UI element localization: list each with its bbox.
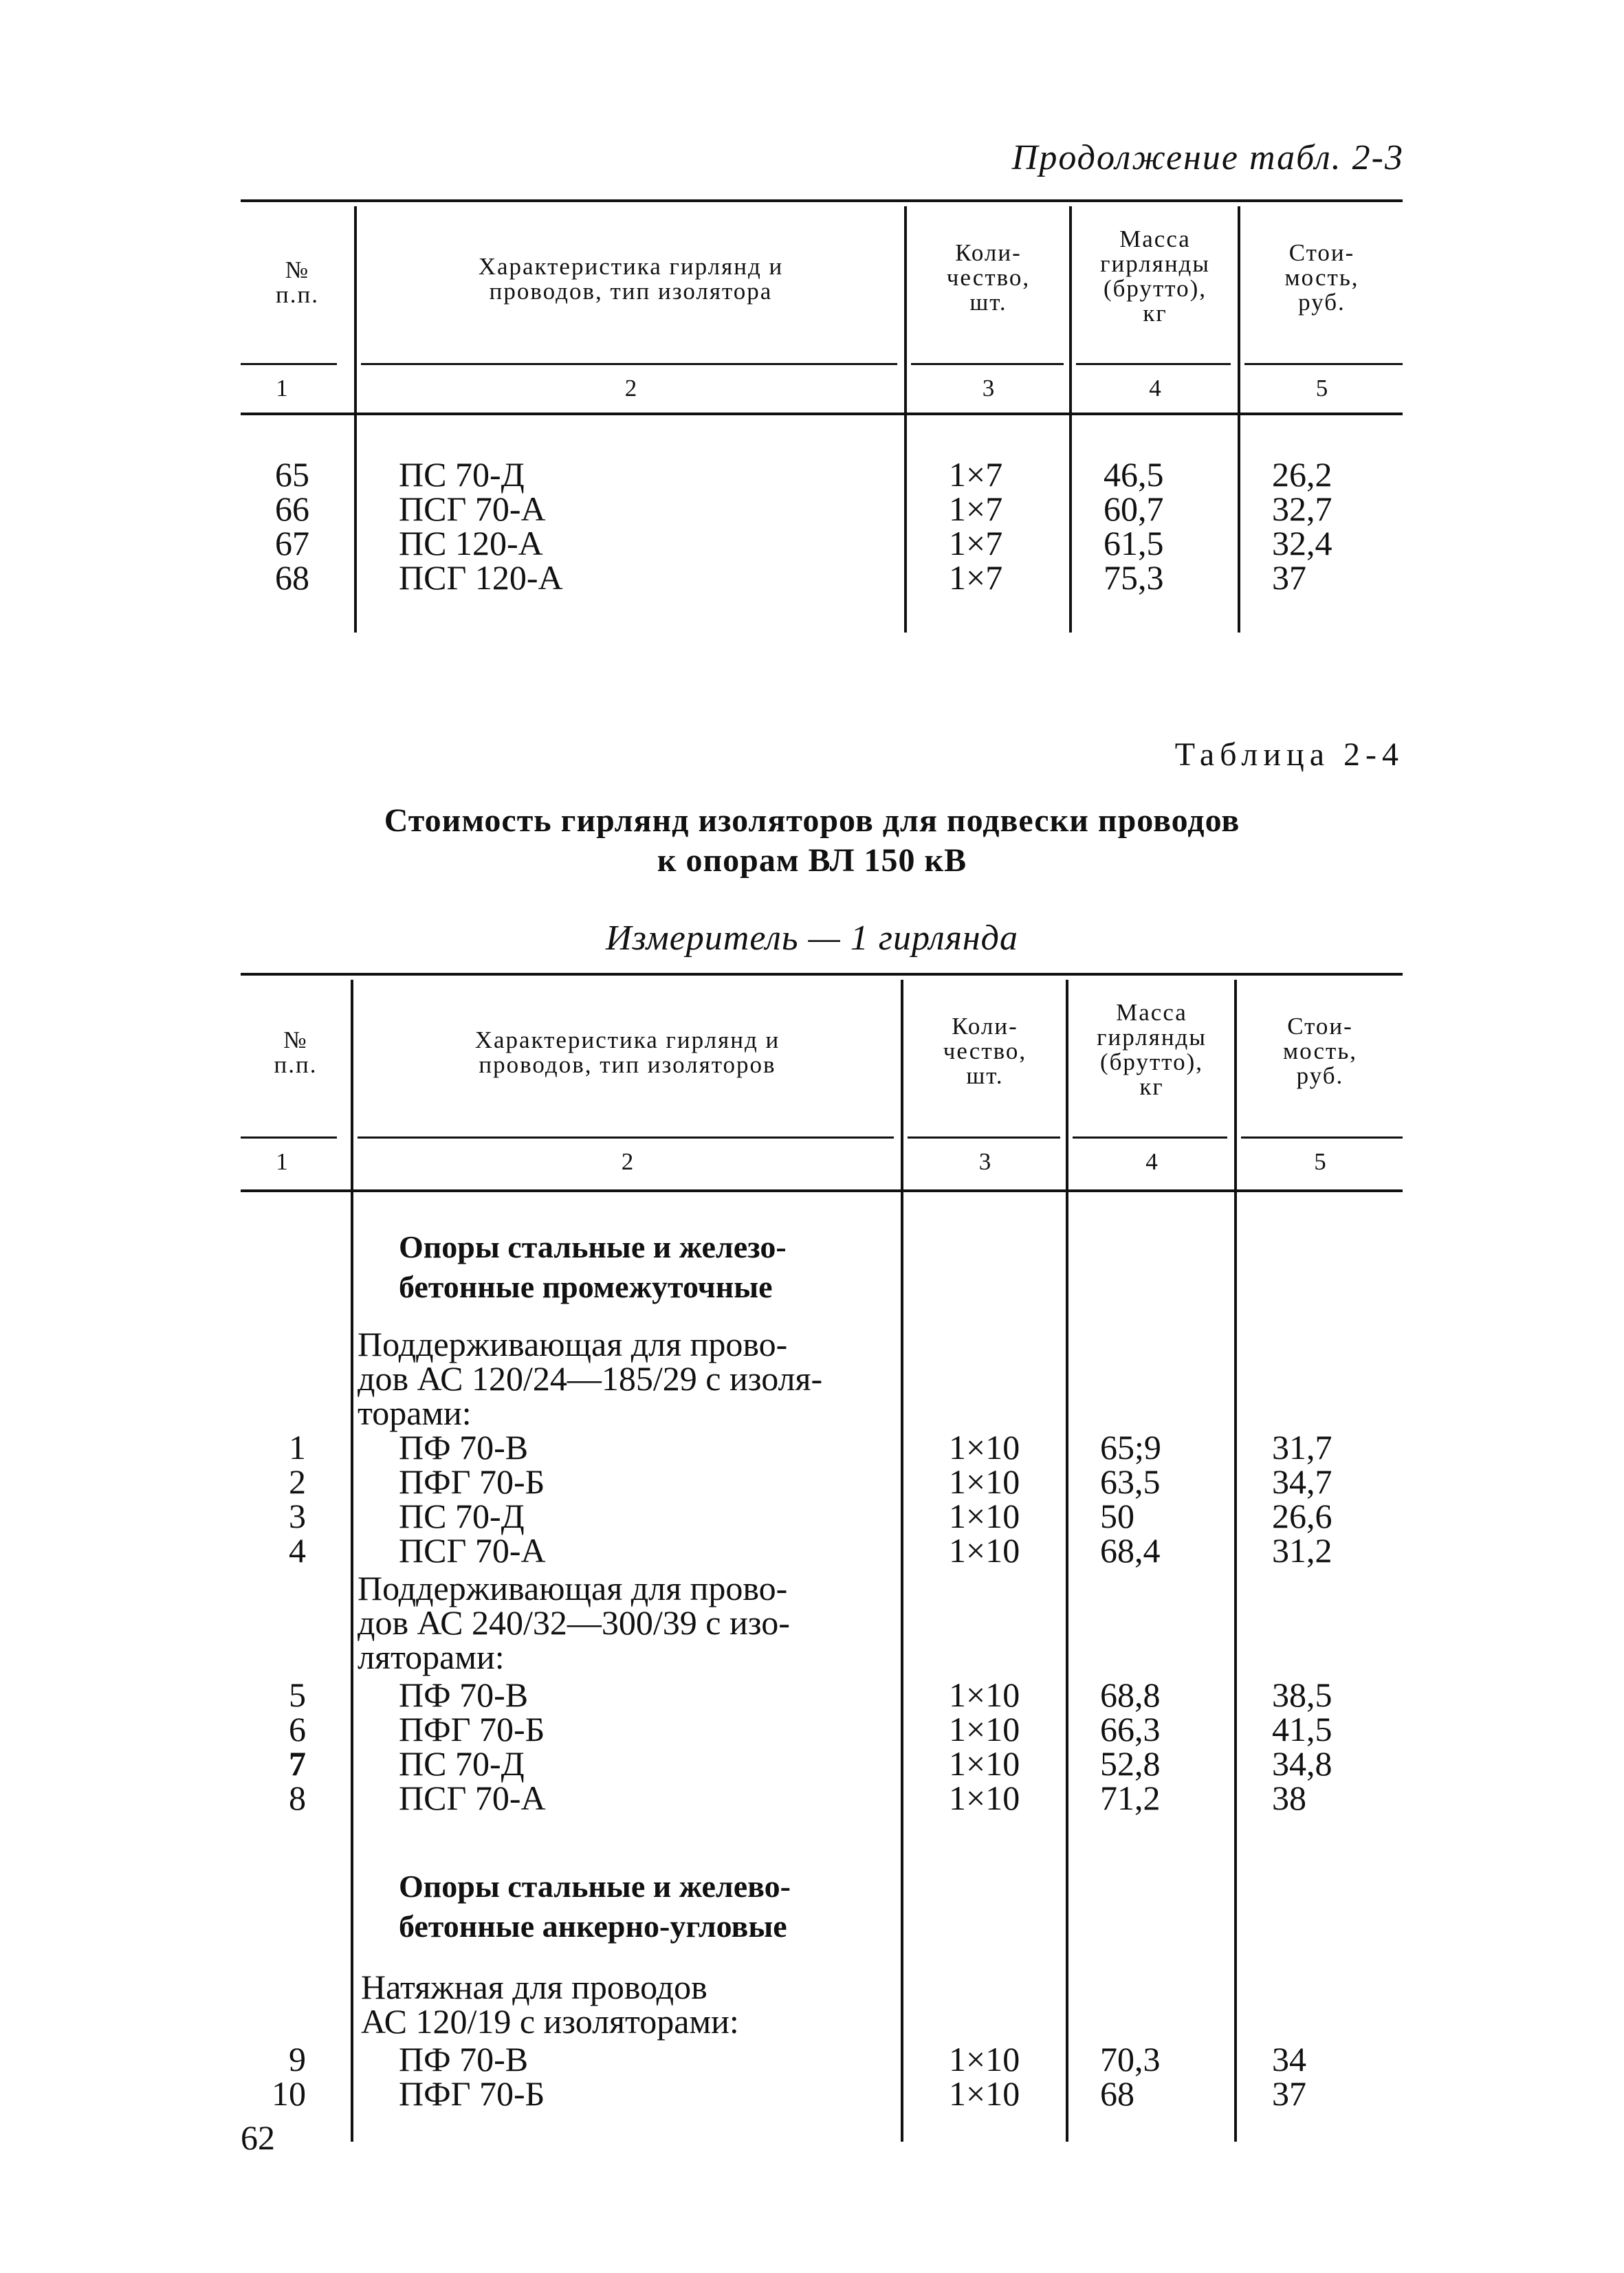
row-name: ПФ 70-В bbox=[399, 1428, 529, 1467]
header-underline bbox=[911, 363, 1064, 365]
numbers-rule bbox=[241, 413, 1403, 415]
col-divider bbox=[904, 206, 907, 633]
row-mass: 68 bbox=[1100, 2074, 1134, 2113]
page-number: 62 bbox=[241, 2118, 275, 2157]
row-cost: 38 bbox=[1272, 1779, 1306, 1817]
group-text: Поддерживающая для прово- bbox=[358, 1325, 788, 1363]
row-mass: 52,8 bbox=[1100, 1744, 1161, 1783]
header-quantity: Коли- чество, шт. bbox=[946, 239, 1031, 316]
column-number: 1 bbox=[276, 375, 288, 402]
row-quantity: 1×10 bbox=[949, 1710, 1020, 1748]
col-divider bbox=[1066, 980, 1068, 2142]
row-name: ПС 120-А bbox=[399, 524, 543, 562]
row-number: 65 bbox=[275, 455, 309, 494]
row-mass: 68,4 bbox=[1100, 1531, 1161, 1570]
row-name: ПСГ 70-А bbox=[399, 1531, 546, 1570]
group-text: ляторами: bbox=[358, 1638, 505, 1676]
col-divider bbox=[1069, 206, 1072, 633]
row-number: 3 bbox=[289, 1497, 306, 1535]
group-line bbox=[361, 1970, 890, 2004]
row-name: ПСГ 70-А bbox=[399, 490, 546, 528]
row-name: ПФ 70-В bbox=[399, 2040, 529, 2078]
header-underline bbox=[241, 1136, 337, 1139]
row-number: 1 bbox=[289, 1428, 306, 1467]
group-text: дов АС 120/24—185/29 с изоля- bbox=[358, 1359, 823, 1398]
row-number: 4 bbox=[289, 1531, 306, 1570]
row-name: ПСГ 70-А bbox=[399, 1779, 546, 1817]
header-cost: Стои- мость, руб. bbox=[1282, 1013, 1358, 1089]
row-cost: 31,7 bbox=[1272, 1428, 1332, 1467]
row-number: 10 bbox=[272, 2074, 306, 2113]
row-number: 8 bbox=[289, 1779, 306, 1817]
row-cost: 37 bbox=[1272, 558, 1306, 597]
table-measure-unit: Измеритель — 1 гирлянда bbox=[606, 919, 1018, 958]
row-quantity: 1×10 bbox=[949, 1497, 1020, 1535]
header-cost: Стои- мость, руб. bbox=[1284, 239, 1359, 316]
col-divider bbox=[1234, 980, 1237, 2142]
row-cost: 37 bbox=[1272, 2074, 1306, 2113]
row-cost: 34,8 bbox=[1272, 1744, 1332, 1783]
row-name: ПСГ 120-А bbox=[399, 558, 563, 597]
column-number: 1 bbox=[276, 1148, 288, 1175]
header-underline bbox=[1073, 1136, 1227, 1139]
header-underline bbox=[1241, 1136, 1403, 1139]
group-description bbox=[361, 1970, 890, 2039]
row-cost: 31,2 bbox=[1272, 1531, 1332, 1570]
col-divider bbox=[1238, 206, 1240, 633]
header-characteristic: Характеристика гирлянд и проводов, тип изолятора bbox=[478, 253, 784, 305]
row-quantity: 1×7 bbox=[949, 455, 1003, 494]
header-underline bbox=[1076, 363, 1231, 365]
row-number: 66 bbox=[275, 490, 309, 528]
row-quantity: 1×10 bbox=[949, 1531, 1020, 1570]
column-number: 5 bbox=[1315, 375, 1328, 402]
group-line bbox=[358, 1327, 887, 1361]
header-underline bbox=[358, 1136, 894, 1139]
row-mass: 65;9 bbox=[1100, 1428, 1161, 1467]
row-name: ПФГ 70-Б bbox=[399, 1462, 545, 1501]
row-mass: 50 bbox=[1100, 1497, 1134, 1535]
column-number: 2 bbox=[621, 1148, 634, 1175]
col-divider bbox=[901, 980, 903, 2142]
column-number: 2 bbox=[624, 375, 637, 402]
row-name: ПФ 70-В bbox=[399, 1676, 529, 1714]
table-title: Стоимость гирлянд изоляторов для подвески проводов к опорам ВЛ 150 кВ bbox=[384, 802, 1240, 879]
column-number: 3 bbox=[978, 1148, 991, 1175]
row-quantity: 1×10 bbox=[949, 1462, 1020, 1501]
column-number: 4 bbox=[1149, 375, 1161, 402]
top-rule bbox=[241, 199, 1403, 202]
row-number: 2 bbox=[289, 1462, 306, 1501]
row-name: ПС 70-Д bbox=[399, 1497, 525, 1535]
group-line bbox=[358, 1571, 887, 1605]
row-quantity: 1×7 bbox=[949, 558, 1003, 597]
row-quantity: 1×7 bbox=[949, 490, 1003, 528]
row-cost: 34 bbox=[1272, 2040, 1306, 2078]
group-line bbox=[358, 1396, 887, 1430]
row-number: 68 bbox=[275, 558, 309, 597]
column-number: 5 bbox=[1314, 1148, 1326, 1175]
numbers-rule bbox=[241, 1189, 1403, 1192]
table-label: Таблица 2-4 bbox=[1174, 736, 1404, 773]
row-number: 9 bbox=[289, 2040, 306, 2078]
header-mass: Масса гирлянды (брутто), кг bbox=[1100, 226, 1210, 327]
row-mass: 70,3 bbox=[1100, 2040, 1161, 2078]
row-quantity: 1×7 bbox=[949, 524, 1003, 562]
col-divider bbox=[354, 206, 357, 633]
header-underline bbox=[361, 363, 897, 365]
row-quantity: 1×10 bbox=[949, 1676, 1020, 1714]
table-2-4 bbox=[241, 973, 1403, 2155]
row-mass: 61,5 bbox=[1104, 524, 1164, 562]
row-mass: 46,5 bbox=[1104, 455, 1164, 494]
group-text: АС 120/19 с изоляторами: bbox=[361, 2002, 739, 2041]
row-cost: 38,5 bbox=[1272, 1676, 1332, 1714]
header-mass: Масса гирлянды (брутто), кг bbox=[1097, 999, 1207, 1100]
row-name: ПС 70-Д bbox=[399, 1744, 525, 1783]
continuation-title: Продолжение табл. 2-3 bbox=[1011, 138, 1404, 177]
row-quantity: 1×10 bbox=[949, 1779, 1020, 1817]
group-line bbox=[358, 1640, 887, 1674]
row-cost: 34,7 bbox=[1272, 1462, 1332, 1501]
header-quantity: Коли- чество, шт. bbox=[943, 1013, 1027, 1089]
row-cost: 32,4 bbox=[1272, 524, 1332, 562]
row-name: ПС 70-Д bbox=[399, 455, 525, 494]
header-no: № п.п. bbox=[276, 256, 319, 308]
header-underline bbox=[1244, 363, 1403, 365]
row-cost: 32,7 bbox=[1272, 490, 1332, 528]
row-mass: 75,3 bbox=[1104, 558, 1164, 597]
group-text: торами: bbox=[358, 1394, 472, 1432]
row-quantity: 1×10 bbox=[949, 2074, 1020, 2113]
group-line bbox=[358, 1361, 887, 1396]
row-quantity: 1×10 bbox=[949, 1428, 1020, 1467]
row-cost: 41,5 bbox=[1272, 1710, 1332, 1748]
row-quantity: 1×10 bbox=[949, 2040, 1020, 2078]
row-mass: 63,5 bbox=[1100, 1462, 1161, 1501]
row-mass: 71,2 bbox=[1100, 1779, 1161, 1817]
group-text: Натяжная для проводов bbox=[361, 1968, 707, 2006]
header-underline bbox=[241, 363, 337, 365]
header-characteristic: Характеристика гирлянд и проводов, тип изоляторов bbox=[474, 1026, 780, 1078]
row-name: ПФГ 70-Б bbox=[399, 1710, 545, 1748]
row-mass: 60,7 bbox=[1104, 490, 1164, 528]
row-number: 67 bbox=[275, 524, 309, 562]
row-mass: 66,3 bbox=[1100, 1710, 1161, 1748]
group-text: дов АС 240/32—300/39 с изо- bbox=[358, 1603, 790, 1642]
header-underline bbox=[908, 1136, 1060, 1139]
row-number: 7 bbox=[289, 1744, 306, 1783]
row-cost: 26,6 bbox=[1272, 1497, 1332, 1535]
group-line bbox=[361, 2004, 890, 2039]
group-line bbox=[358, 1605, 887, 1640]
row-mass: 68,8 bbox=[1100, 1676, 1161, 1714]
group-text: Поддерживающая для прово- bbox=[358, 1569, 788, 1607]
top-rule bbox=[241, 973, 1403, 976]
row-cost: 26,2 bbox=[1272, 455, 1332, 494]
group-description bbox=[358, 1327, 887, 1430]
section-heading: Опоры стальные и желево- бетонные анкерно-угловые bbox=[399, 1869, 791, 1944]
table-2-3 bbox=[241, 199, 1403, 639]
column-number: 4 bbox=[1145, 1148, 1158, 1175]
row-number: 6 bbox=[289, 1710, 306, 1748]
row-number: 5 bbox=[289, 1676, 306, 1714]
column-number: 3 bbox=[982, 375, 995, 402]
header-no: № п.п. bbox=[274, 1026, 318, 1078]
row-quantity: 1×10 bbox=[949, 1744, 1020, 1783]
row-name: ПФГ 70-Б bbox=[399, 2074, 545, 2113]
col-divider bbox=[351, 980, 353, 2142]
section-heading: Опоры стальные и железо- бетонные промежуточные bbox=[399, 1229, 787, 1304]
group-description bbox=[358, 1571, 887, 1674]
